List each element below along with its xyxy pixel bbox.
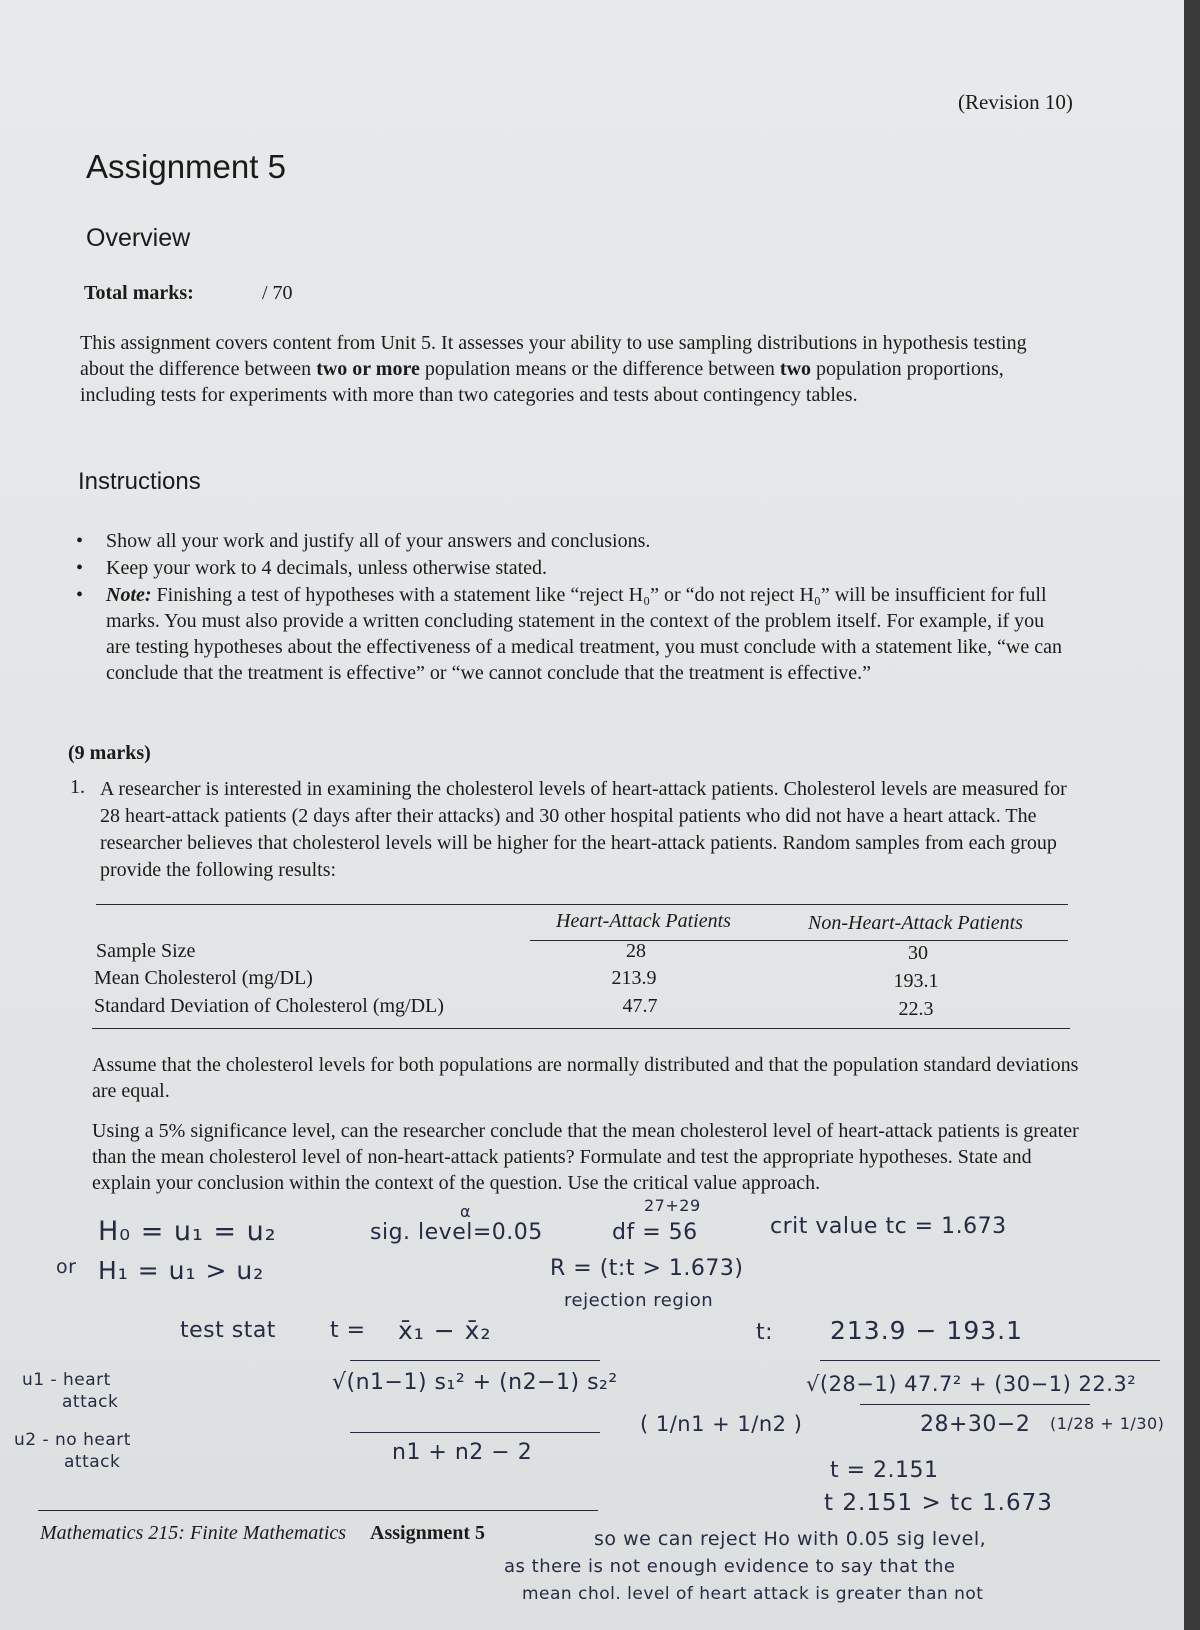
handwritten-comparison: t 2.151 > tc 1.673 (824, 1490, 1053, 1516)
table-cell: 213.9 (611, 967, 657, 989)
page-footer (40, 1522, 485, 1545)
table-cell: 193.1 (893, 970, 939, 992)
formula-fraction-bar (350, 1360, 600, 1361)
handwritten-alpha: α (460, 1202, 472, 1221)
table-row-label: Sample Size (96, 940, 196, 962)
instruction-item: • Show all your work and justify all of your answers and conclusions. (70, 528, 1070, 554)
table-cell: 28 (626, 940, 646, 962)
handwritten-formula-denominator: n1 + n2 − 2 (392, 1440, 533, 1465)
instruction-item: • Keep your work to 4 decimals, unless otherwise stated. (70, 555, 1070, 581)
assignment-title: Assignment 5 (86, 148, 286, 185)
question-task: Using a 5% significance level, can the researcher conclude that the mean cholesterol level of heart-attack patients is greater than the mean cholesterol level of non-heart-attack patients? Formulate and test the appropriate hypotheses. State and explain your conclusion within the context of the question. Use the critical value approach. (92, 1120, 1079, 1194)
table-cell: 47.7 (622, 995, 658, 1017)
table-top-rule (96, 904, 1068, 905)
overview-description: This assignment covers content from Unit 5. It assesses your ability to use sampling distributions in hypothesis testing about the difference between two or more population means or the difference between two population proportions, including tests for experiments with more than two categories and tests about contingency tables. (80, 332, 1027, 406)
handwritten-or: or (56, 1256, 77, 1278)
question-text: A researcher is interested in examining the cholesterol levels of heart-attack patients. Cholesterol levels are measured for 28 heart-attack patients (2 days after their attacks) and 30 other hospital patients who did not have a heart attack. The researcher believes that cholesterol levels will be higher for the heart-attack patients. Random samples from each group provide the following results: (100, 778, 1067, 881)
handwritten-formula-numerator: x̄₁ − x̄₂ (398, 1316, 492, 1345)
formula-inner-fraction-bar (350, 1432, 600, 1433)
table-header-heart-attack: Heart-Attack Patients (556, 910, 731, 932)
handwritten-test-stat-label: test stat (180, 1318, 276, 1343)
table-cell: 22.3 (898, 998, 934, 1020)
handwritten-conclusion: mean chol. level of heart attack is greater than not (522, 1584, 984, 1604)
total-marks-label: Total marks: (84, 282, 194, 304)
revision-label: (Revision 10) (958, 90, 1073, 114)
question-number: 1. (70, 776, 85, 798)
question-marks: (9 marks) (68, 742, 151, 764)
handwritten-null-hypothesis: H₀ = u₁ = u₂ (98, 1216, 277, 1247)
handwritten-u2-note: u2 - no heart (14, 1430, 131, 1450)
table-row-label: Mean Cholesterol (mg/DL) (94, 967, 313, 989)
handwritten-u1-note: u1 - heart (22, 1370, 111, 1390)
handwritten-df: df = 56 (612, 1220, 698, 1245)
handwritten-conclusion: so we can reject Ho with 0.05 sig level, (594, 1528, 987, 1550)
handwritten-t-equals: t = (330, 1318, 366, 1343)
handwritten-alt-hypothesis: H₁ = u₁ > u₂ (98, 1256, 265, 1285)
handwritten-calc-sqrt: √(28−1) 47.7² + (30−1) 22.3² (806, 1372, 1137, 1396)
handwritten-formula-sqrt: √(n1−1) s₁² + (n2−1) s₂² (332, 1370, 618, 1395)
handwritten-calc-numerator: 213.9 − 193.1 (830, 1316, 1023, 1345)
handwritten-u2-note: attack (64, 1452, 121, 1472)
footer-assignment: Assignment 5 (370, 1522, 486, 1544)
calc-inner-fraction-bar (860, 1404, 1090, 1405)
calc-fraction-bar (820, 1360, 1160, 1361)
instruction-note: • Note: Finishing a test of hypotheses with a statement like “reject H₀” or “do not reject H₀” will be insufficient for full marks. You must also provide a written concluding statement in the context of the problem itself. For example, if you are testing hypotheses about the effectiveness of a medical treatment, you must conclude with a statement like, “we can conclude that the treatment is effective” or “we cannot conclude that the treatment is effective.” (70, 582, 1070, 686)
footer-rule (38, 1510, 598, 1511)
table-cell: 30 (908, 942, 928, 964)
handwritten-region-label: rejection region (564, 1290, 714, 1311)
question-assumption: Assume that the cholesterol levels for both populations are normally distributed and that the population standard deviations are equal. (92, 1054, 1079, 1102)
handwritten-calc-denominator: 28+30−2 (920, 1412, 1031, 1437)
instructions-heading: Instructions (78, 468, 201, 495)
handwritten-calc-fraction: (1/28 + 1/30) (1050, 1414, 1165, 1433)
handwritten-t-label: t: (756, 1320, 774, 1345)
total-marks-value: / 70 (262, 282, 293, 304)
handwritten-critical-value: crit value tc = 1.673 (770, 1214, 1007, 1239)
handwritten-rejection-region: R = (t:t > 1.673) (550, 1256, 744, 1281)
handwritten-sig-level: sig. level=0.05 (370, 1220, 543, 1245)
handwritten-t-result: t = 2.151 (830, 1458, 939, 1483)
page-edge-shadow (1184, 0, 1200, 1630)
handwritten-formula-fraction: ( 1/n1 + 1/n2 ) (640, 1412, 803, 1436)
instructions-list (70, 528, 1070, 687)
table-bottom-rule (92, 1028, 1070, 1029)
handwritten-df-sum: 27+29 (644, 1196, 701, 1215)
overview-heading: Overview (86, 224, 191, 252)
footer-course: Mathematics 215: Finite Mathematics (40, 1522, 347, 1544)
table-header-non-heart-attack: Non-Heart-Attack Patients (808, 912, 1023, 934)
table-row-label: Standard Deviation of Cholesterol (mg/DL) (94, 995, 444, 1017)
handwritten-conclusion: as there is not enough evidence to say that the (504, 1556, 956, 1577)
handwritten-u1-note: attack (62, 1392, 119, 1412)
